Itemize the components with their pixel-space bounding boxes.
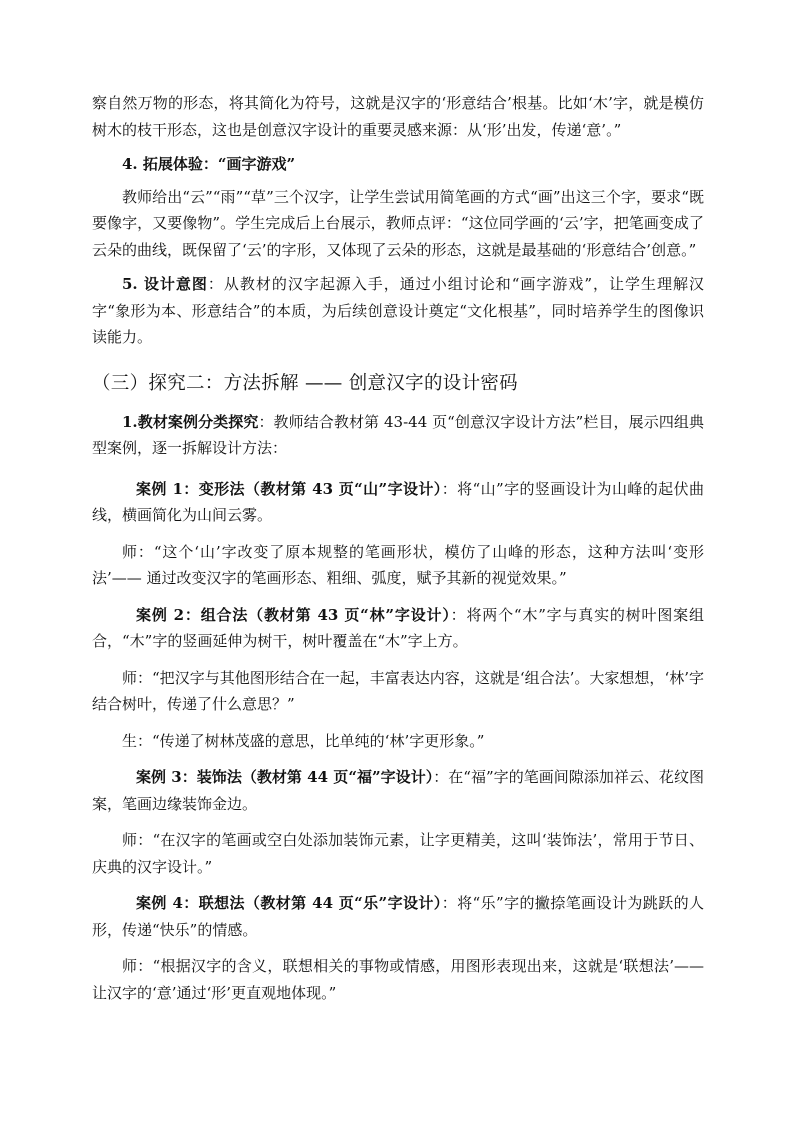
case-4-teacher-line: 师：“根据汉字的含义，联想相关的事物或情感，用图形表现出来，这就是‘联想法’—— 让汉字的‘意’通过‘形’更直观地体现。”: [92, 957, 704, 1002]
intro-paragraph: 察自然万物的形态，将其简化为符号，这就是汉字的‘形意结合’根基。比如‘木’字，就是模仿树木的枝干形态，这也是创意汉字设计的重要灵感来源：从‘形’出发，传递‘意’。”: [92, 94, 704, 139]
item4-body: 教师给出“云”“雨”“草”三个汉字，让学生尝试用简笔画的方式“画”出这三个字，要求“既要像字，又要像物”。学生完成后上台展示，教师点评：“这位同学画的‘云’字，把笔画变成了云朵的曲线，既保留了‘云’的字形，又体现了云朵的形态，这就是最基础的‘形意结合’创意。”: [92, 187, 704, 259]
case-2-teacher-line: 师：“把汉字与其他图形结合在一起，丰富表达内容，这就是‘组合法’。大家想想，‘林’字结合树叶，传递了什么意思？”: [92, 668, 704, 713]
item4-heading-text: 4. 拓展体验：“画字游戏”: [122, 155, 296, 173]
document-page: [92, 0, 704, 1006]
case-1-teacher-line: 师：“这个‘山’字改变了原本规整的笔画形状，模仿了山峰的形态，这种方法叫‘变形法’—— 通过改变汉字的笔画形态、粗细、弧度，赋予其新的视觉效果。”: [92, 542, 704, 587]
item5-body: ：从教材的汉字起源入手，通过小组讨论和“画字游戏”，让学生理解汉字“象形为本、形意结合”的本质，为后续创意设计奠定“文化根基”，同时培养学生的图像识读能力。: [92, 275, 704, 346]
case-3-title: 案例 3：装饰法（教材第 44 页“福”字设计）: [136, 768, 434, 786]
case-4: [92, 890, 704, 943]
case-2-title: 案例 2：组合法（教材第 43 页“林”字设计）: [136, 605, 451, 624]
case-4-title: 案例 4：联想法（教材第 44 页“乐”字设计）: [136, 894, 442, 912]
analysis-body: ：教师结合教材第 43-44 页“创意汉字设计方法”栏目，展示四组典型案例，逐一拆解设计方法：: [92, 412, 704, 457]
item5-label: 5. 设计意图: [122, 275, 208, 293]
case-1-desc: ：将“山”字的竖画设计为山峰的起伏曲线，横画简化为山间云雾。: [92, 479, 704, 524]
analysis-paragraph: [92, 409, 704, 462]
item5-paragraph: [92, 271, 704, 351]
case-3-teacher-line: 师：“在汉字的笔画或空白处添加装饰元素，让字更精美，这叫‘装饰法’，常用于节日、庆典的汉字设计。”: [92, 831, 704, 876]
case-2-desc: ：将两个“木”字与真实的树叶图案组合，“木”字的竖画延伸为树干，树叶覆盖在“木”字上方。: [92, 605, 704, 650]
case-3-desc: ：在“福”字的笔画间隙添加祥云、花纹图案，笔画边缘装饰金边。: [92, 768, 704, 813]
analysis-label: 1.教材案例分类探究: [122, 412, 259, 431]
case-1: [92, 476, 704, 529]
item4-heading: [92, 151, 704, 178]
case-1-title: 案例 1：变形法（教材第 43 页“山”字设计）: [136, 479, 442, 498]
section3-heading: （三）探究二：方法拆解 —— 创意汉字的设计密码: [92, 372, 518, 394]
case-4-desc: ：将“乐”字的撇捺笔画设计为跳跃的人形，传递“快乐”的情感。: [92, 894, 704, 939]
case-3: [92, 764, 704, 817]
case-2: [92, 602, 704, 655]
case-2-student-line: 生：“传递了树林茂盛的意思，比单纯的‘林’字更形象。”: [122, 731, 485, 750]
